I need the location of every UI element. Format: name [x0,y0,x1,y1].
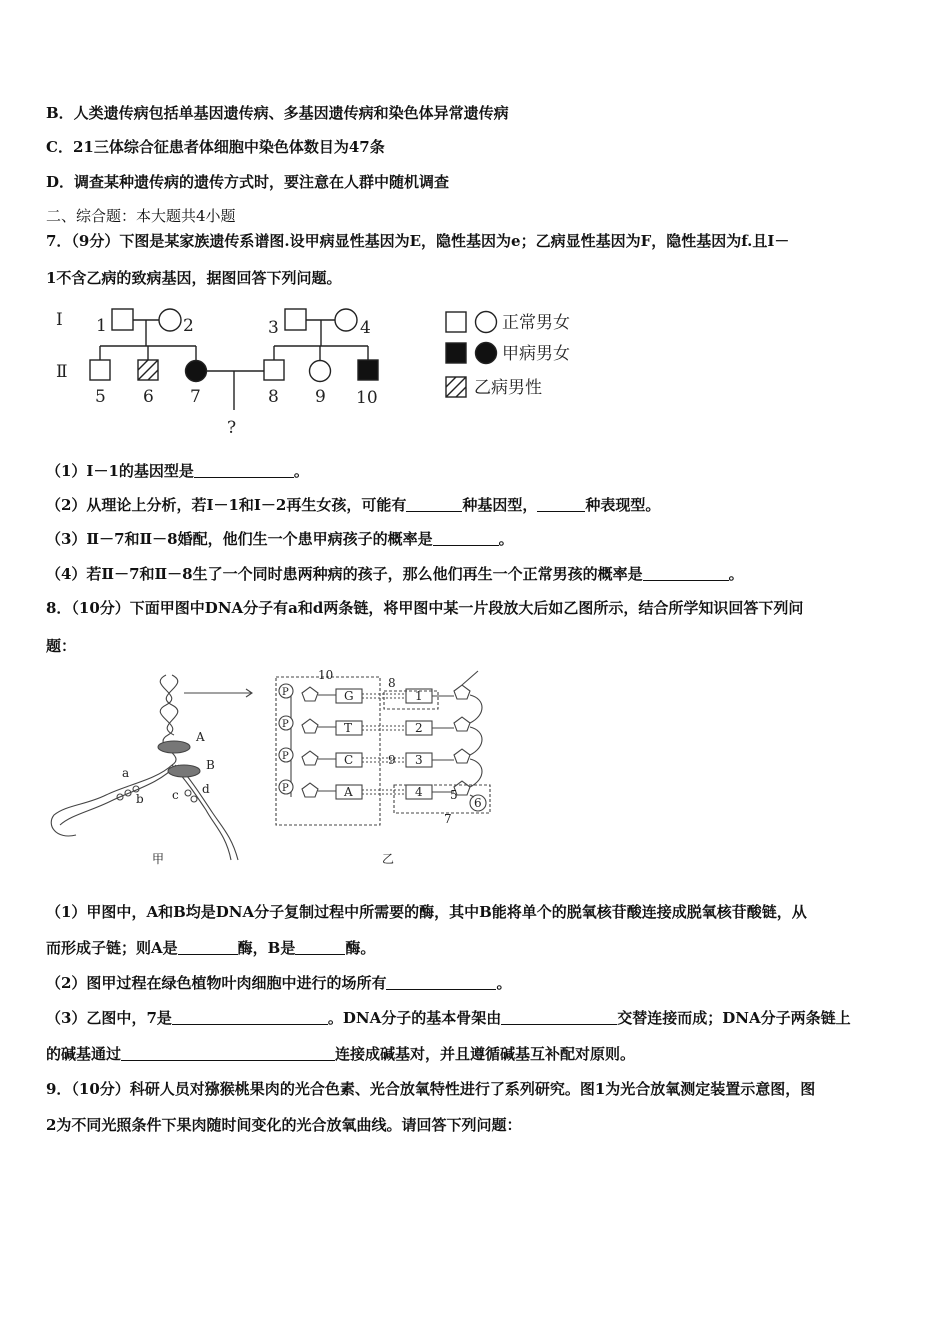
strand-c-label: c [172,788,179,802]
q7-sub2-blank1[interactable] [406,497,462,512]
q8-sub2-blank[interactable] [386,975,496,990]
q9-stem-line2: 2为不同光照条件下果肉随时间变化的光合放氧曲线。请回答下列问题： [46,1116,522,1134]
q7-sub4-text: （4）若Ⅱ－7和Ⅱ－8生了一个同时患两种病的孩子，那么他们再生一个正常男孩的概率是 [46,565,643,583]
q8-sub1-line2 [46,937,375,958]
q8-sub3-end: 连接成碱基对，并且遵循碱基互补配对原则。 [335,1045,636,1063]
enzyme-b-label: B [206,758,215,772]
label-5: 5 [450,788,458,802]
q8-sub3-line2 [46,1043,635,1064]
base-g: G [344,689,354,703]
base-c: C [344,753,354,767]
caption-jia: 甲 [152,852,165,866]
q8-sub3-line1 [46,1007,851,1028]
member-1-square [112,309,133,330]
phosphate-1: P [282,687,289,698]
q8-stem-line2: 题： [46,637,77,655]
caption-yi: 乙 [382,852,395,866]
member-8-square [264,360,284,380]
legend-disease-yi: 乙病男性 [474,378,542,398]
enzyme-a-label: A [196,730,205,744]
generation-i-label: Ⅰ [56,310,63,330]
member-2-circle [159,309,181,331]
q7-sub4-end: 。 [728,565,744,583]
q7-sub1-blank[interactable] [194,463,294,478]
base-4: 4 [415,785,423,799]
q8-stem-line1: 8．（10分）下面甲图中DNA分子有a和d两条链，将甲图中某一片段放大后如乙图所示，结合所学知识回答下列问 [46,599,804,617]
member-10-square [358,360,378,380]
member-3-square [285,309,306,330]
member-label-2: 2 [183,316,194,336]
member-5-square [90,360,110,380]
member-label-7: 7 [190,387,201,407]
q8-sub1-blank1[interactable] [178,940,238,955]
q8-sub3-mid: 。DNA分子的基本骨架由 [327,1009,502,1027]
q7-sub3-blank[interactable] [433,531,499,546]
member-9-circle [310,361,331,382]
strand-b-label: b [136,792,144,806]
q7-sub1-text: （1）Ⅰ－1的基因型是 [46,462,194,480]
strand-d-label: d [202,782,210,796]
member-7-circle [186,361,207,382]
child-label: ? [227,418,237,438]
q7-sub1-end: 。 [293,462,309,480]
q7-stem-line1: 7．（9分）下图是某家族遗传系谱图.设甲病显性基因为E，隐性基因为e；乙病显性基因为F，隐性基因为f.且Ⅰ－ [46,232,790,250]
base-a: A [344,785,353,799]
q7-sub2-end: 种表现型。 [585,496,661,514]
member-label-10: 10 [356,388,378,408]
option-c: C．21三体综合征患者体细胞中染色体数目为47条 [46,138,385,156]
q8-sub3-blank3[interactable] [121,1046,335,1061]
q8-sub1-mid: 酶，B是 [237,939,296,957]
q7-sub1 [46,460,309,481]
base-1: 1 [415,689,423,703]
q8-sub2 [46,972,511,993]
member-label-5: 5 [95,387,106,407]
member-label-1: 1 [96,316,107,336]
q7-sub2 [46,494,660,515]
generation-ii-label: Ⅱ [56,362,68,382]
q7-sub3-text: （3）Ⅱ－7和Ⅱ－8婚配，他们生一个患甲病孩子的概率是 [46,530,433,548]
q8-sub1-blank2[interactable] [295,940,345,955]
legend-disease-jia: 甲病男女 [502,344,570,364]
q8-sub1-end: 酶。 [345,939,376,957]
label-6: 6 [474,796,482,810]
dna-figure [46,665,506,875]
section-title: 二、综合题：本大题共4小题 [46,207,236,225]
legend-normal: 正常男女 [502,313,570,333]
q7-stem-line2: 1不含乙病的致病基因，据图回答下列问题。 [46,269,342,287]
base-2: 2 [415,721,423,735]
strand-a-label: a [122,766,130,780]
q8-sub3-blank1[interactable] [172,1010,328,1025]
q7-sub2-text: （2）从理论上分析，若Ⅰ－1和Ⅰ－2再生女孩，可能有 [46,496,407,514]
q7-sub4 [46,563,744,584]
q8-sub1-line1: （1）甲图中，A和B均是DNA分子复制过程中所需要的酶，其中B能将单个的脱氧核苷酸连接成脱氧核苷酸链，从 [46,903,807,921]
q8-sub3-blank2[interactable] [501,1010,617,1025]
q8-sub1-text: 而形成子链；则A是 [46,939,178,957]
base-3: 3 [415,753,423,767]
member-label-6: 6 [143,387,154,407]
member-label-3: 3 [268,318,279,338]
base-t: T [344,721,353,735]
q8-sub3-mid2: 交替连接而成；DNA分子两条链上 [617,1009,851,1027]
label-9: 9 [388,753,396,767]
q7-sub3 [46,528,514,549]
phosphate-3: P [282,751,289,762]
q7-sub2-blank2[interactable] [537,497,585,512]
member-4-circle [335,309,357,331]
pedigree-figure [46,300,606,440]
q7-sub2-mid: 种基因型， [462,496,538,514]
q8-sub3-text: （3）乙图中，7是 [46,1009,172,1027]
q8-sub2-text: （2）图甲过程在绿色植物叶肉细胞中进行的场所有 [46,974,387,992]
phosphate-4: P [282,783,289,794]
label-7: 7 [444,812,452,826]
q8-sub2-end: 。 [496,974,512,992]
label-8: 8 [388,676,396,690]
member-label-8: 8 [268,387,279,407]
q7-sub4-blank[interactable] [643,566,729,581]
member-label-9: 9 [315,387,326,407]
phosphate-2: P [282,719,289,730]
member-label-4: 4 [360,318,371,338]
label-10: 10 [318,668,334,682]
q7-sub3-end: 。 [498,530,514,548]
option-b: B．人类遗传病包括单基因遗传病、多基因遗传病和染色体异常遗传病 [46,104,509,122]
q8-sub3-text2: 的碱基通过 [46,1045,122,1063]
q9-stem-line1: 9．（10分）科研人员对猕猴桃果肉的光合色素、光合放氧特性进行了系列研究。图1为光合放氧测定装置示意图，图 [46,1080,816,1098]
option-d: D．调查某种遗传病的遗传方式时，要注意在人群中随机调查 [46,173,450,191]
